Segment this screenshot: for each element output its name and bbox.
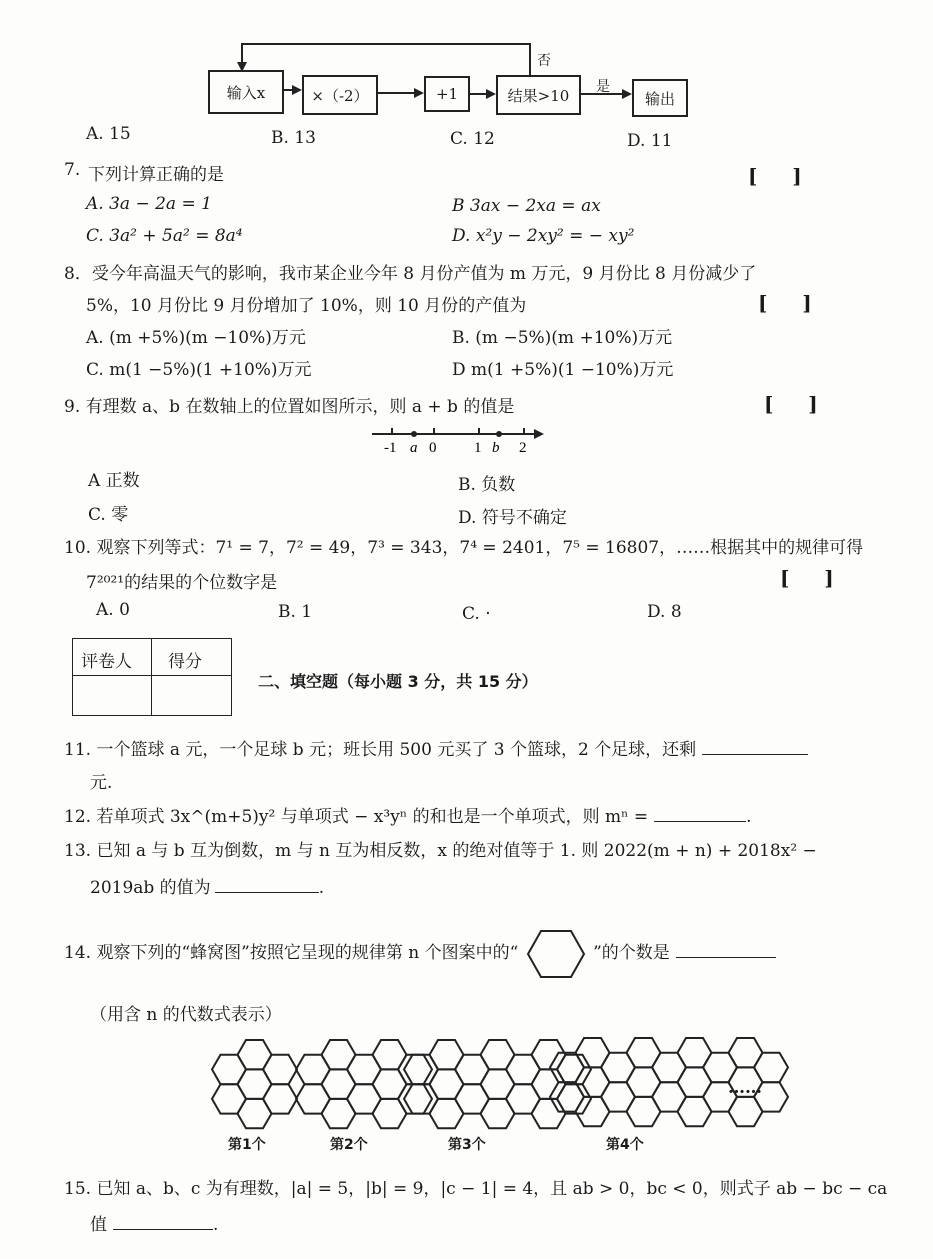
q11-line1: [64, 735, 808, 760]
q10-option-a: A. 0: [96, 600, 130, 620]
q9-option-a: A 正数: [88, 471, 140, 491]
q8-option-a: A. (m +5%)(m −10%)万元: [86, 328, 306, 348]
q8-line1: 8．受今年高温天气的影响，我市某企业今年 8 月份产值为 m 万元，9 月份比 8 月份减少了: [64, 264, 757, 284]
q12-period: .: [746, 807, 752, 827]
score-table-score-header: 得分: [168, 652, 202, 672]
axis-label-0: 0: [429, 440, 437, 456]
q14-text-pre: 14. 观察下列的“蜂窝图”按照它呈现的规律第 n 个图案中的“: [64, 943, 519, 963]
honeycomb-hexagon: [557, 1084, 591, 1113]
q8-line2: 5%，10 月份比 9 月份增加了 10%，则 10 月份的产值为: [86, 296, 527, 316]
q6-option-b: B. 13: [271, 128, 316, 148]
honeycomb-hexagon: [263, 1084, 297, 1113]
flow-no-label: 否: [537, 53, 551, 69]
q7-option-b: B 3ax − 2xa = ax: [452, 196, 601, 216]
q14-note: （用含 n 的代数式表示）: [90, 1005, 282, 1025]
q8-option-b: B. (m −5%)(m +10%)万元: [452, 328, 673, 348]
q8-option-d: D m(1 +5%)(1 −10%)万元: [452, 360, 674, 380]
honeycomb-hexagon: [263, 1055, 297, 1085]
score-table-reviewer-header: 评卷人: [81, 652, 132, 672]
q9-stem: 9. 有理数 a、b 在数轴上的位置如图所示，则 a + b 的值是: [64, 397, 515, 417]
q9-option-b: B. 负数: [458, 475, 516, 495]
honeycomb-label-4: 第4个: [606, 1137, 644, 1153]
q9-option-d: D. 符号不确定: [458, 508, 567, 528]
axis-label-1: 1: [474, 440, 482, 456]
q13-line2: [90, 873, 324, 898]
flow-condition-box: 结果>10: [496, 75, 581, 115]
hexagon-icon: [526, 928, 586, 980]
q12-line: [64, 802, 752, 827]
flow-input-box: 输入x: [208, 70, 284, 114]
q14-text-post: ”的个数是: [593, 943, 670, 963]
q15-line2: [90, 1210, 218, 1235]
flow-yes-label: 是: [596, 79, 610, 95]
q7-number: 7.: [64, 160, 81, 180]
q14-line: [64, 938, 776, 966]
q10-option-c: C. ·: [462, 604, 491, 624]
q9-option-c: C. 零: [88, 505, 129, 525]
honeycomb-label-1: 第1个: [228, 1137, 266, 1153]
q12-answer-blank[interactable]: [654, 821, 746, 822]
honeycomb-ellipsis: ……: [728, 1078, 762, 1098]
axis-label-neg1: -1: [384, 440, 397, 456]
q10-answer-bracket: [ ]: [780, 566, 834, 590]
q15-line1: 15. 已知 a、b、c 为有理数，|a| = 5，|b| = 9，|c − 1| = 4，且 ab > 0，bc < 0，则式子 ab − bc − ca: [64, 1179, 888, 1199]
q14-answer-blank[interactable]: [676, 957, 776, 958]
q13-period: .: [318, 878, 325, 898]
q9-answer-bracket: [ ]: [764, 392, 818, 416]
score-table: [72, 638, 232, 716]
q6-option-d: D. 11: [627, 131, 673, 151]
q8-option-c: C. m(1 −5%)(1 +10%)万元: [86, 360, 312, 380]
axis-label-b: b: [492, 440, 500, 456]
number-line: [368, 422, 548, 458]
flow-times-box: ×（-2）: [302, 75, 378, 115]
q7-answer-bracket: [ ]: [748, 164, 802, 188]
q11-text: 11. 一个篮球 a 元，一个足球 b 元；班长用 500 元买了 3 个篮球，2 个足球，还剩: [64, 740, 697, 760]
section-2-heading: 二、填空题（每小题 3 分，共 15 分）: [258, 672, 538, 691]
q15-period: .: [213, 1215, 219, 1235]
honeycomb-label-3: 第3个: [448, 1137, 486, 1153]
q10-option-b: B. 1: [278, 602, 313, 622]
honeycomb-hexagon: [557, 1055, 591, 1085]
q15-text: 值: [90, 1215, 107, 1235]
q7-option-d: D. x²y − 2xy² = − xy²: [452, 226, 635, 246]
honeycomb-label-2: 第2个: [330, 1137, 368, 1153]
q11-line2: 元.: [90, 773, 113, 793]
flow-plus-box: +1: [424, 76, 470, 112]
q13-answer-blank[interactable]: [215, 892, 319, 893]
q8-answer-bracket: [ ]: [758, 291, 812, 315]
q12-text: 12. 若单项式 3x^(m+5)y² 与单项式 − x³yⁿ 的和也是一个单项式，则 mⁿ =: [64, 807, 649, 827]
q10-line2: 7²⁰²¹的结果的个位数字是: [86, 573, 278, 593]
q10-option-d: D. 8: [647, 602, 682, 622]
q7-stem: 下列计算正确的是: [88, 165, 224, 185]
flow-output-box: 输出: [632, 79, 688, 117]
q15-answer-blank[interactable]: [113, 1229, 213, 1230]
axis-label-2: 2: [519, 440, 527, 456]
q13-line1: 13. 已知 a 与 b 互为倒数，m 与 n 互为相反数，x 的绝对值等于 1. 则 2022(m + n) + 2018x² −: [64, 841, 817, 861]
q6-option-a: A. 15: [86, 124, 131, 144]
axis-label-a: a: [410, 440, 418, 456]
q6-option-c: C. 12: [450, 129, 495, 149]
q7-option-c: C. 3a² + 5a² = 8a⁴: [86, 226, 243, 246]
q13-text: 2019ab 的值为: [90, 878, 211, 898]
q11-answer-blank[interactable]: [702, 754, 808, 755]
q10-line1: 10. 观察下列等式：7¹ = 7，7² = 49，7³ = 343，7⁴ = 2401，7⁵ = 16807，……根据其中的规律可得: [64, 538, 864, 558]
q7-option-a: A. 3a − 2a = 1: [86, 194, 212, 214]
